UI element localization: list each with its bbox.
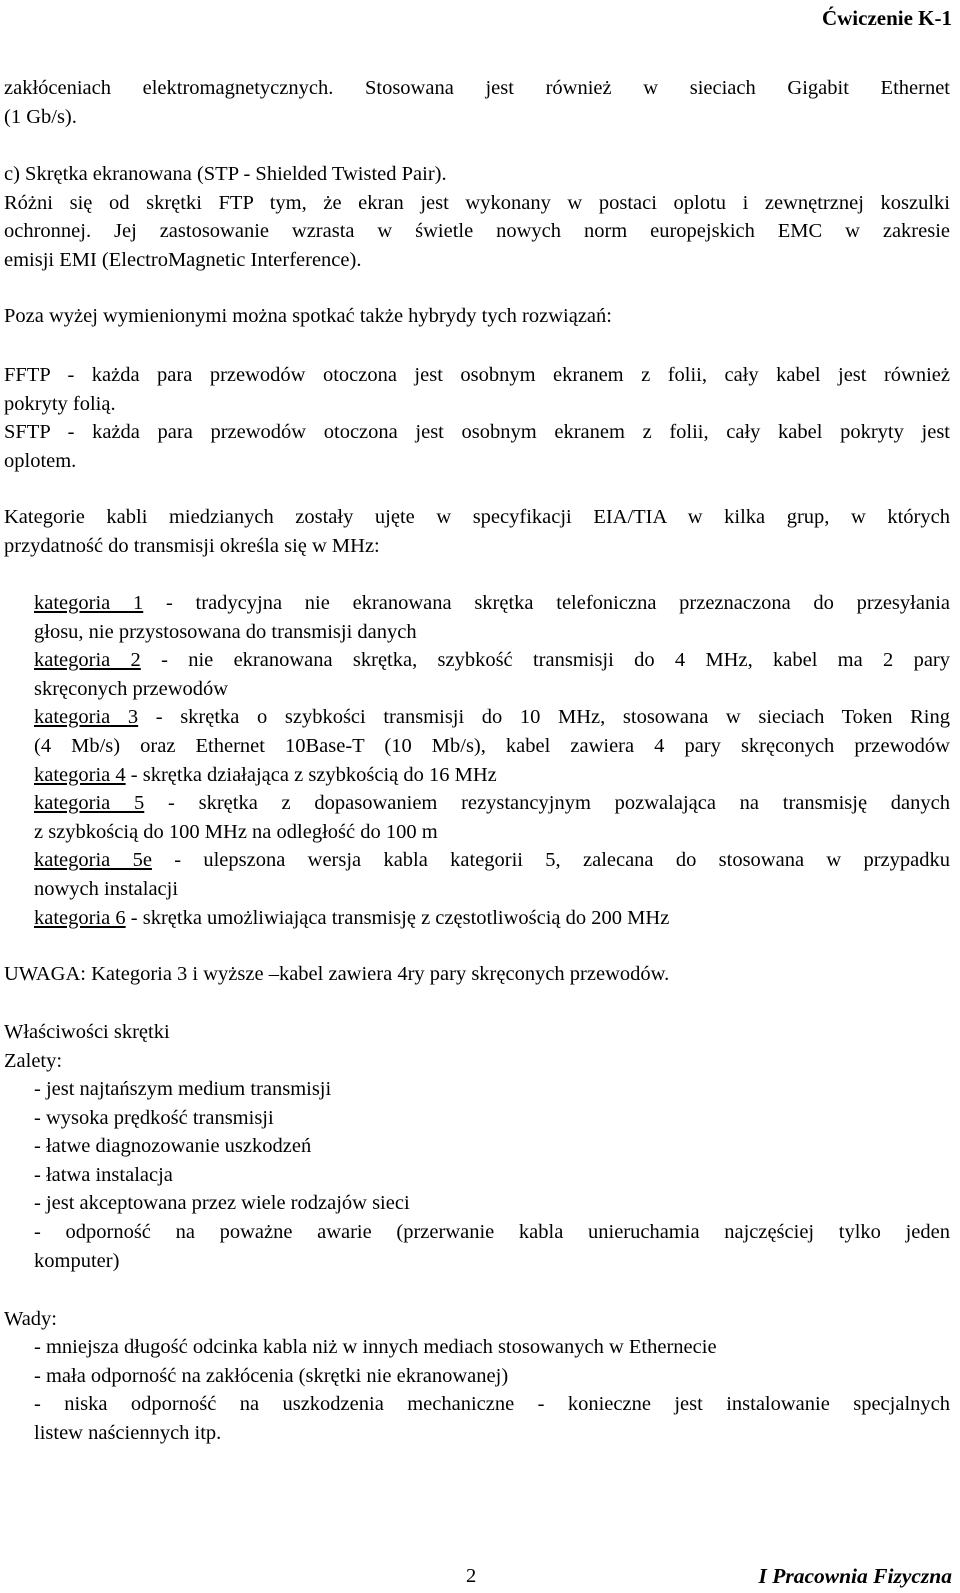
category-description-cont: skręconych przewodów	[34, 677, 229, 700]
list-item: - mała odporność na zakłócenia (skrętki nie ekranowanej)	[34, 1364, 509, 1387]
list-item: - jest najtańszym medium transmisji	[34, 1078, 332, 1100]
list-item: - łatwe diagnozowanie uszkodzeń	[34, 1135, 312, 1158]
text-line: SFTP - każda para przewodów otoczona jest osobnym ekranem z folii, cały kabel pokryty jest	[4, 421, 950, 444]
category-description: - skrętka umożliwiająca transmisję z częstotliwością do 200 MHz	[125, 906, 670, 929]
paragraph-stp	[4, 160, 950, 274]
text-line: Poza wyżej wymienionymi można spotkać także hybrydy tych rozwiązań:	[4, 305, 612, 327]
text-line: oplotem.	[4, 449, 77, 472]
paragraph-gigabit	[4, 74, 950, 131]
category-name: kategoria 1	[34, 592, 144, 614]
text-line: Różni się od skrętki FTP tym, że ekran jest wykonany w postaci oplotu i zewnętrznej koszulki	[4, 191, 950, 214]
page-header-title: Ćwiczenie K-1	[821, 6, 952, 30]
category-name: kategoria 6	[34, 906, 126, 929]
category-description-cont: głosu, nie przystosowana do transmisji danych	[34, 620, 417, 643]
category-name: kategoria 4	[34, 763, 126, 786]
category-description-cont: nowych instalacji	[34, 877, 179, 900]
text-line: zakłóceniach elektromagnetycznych. Stosowana jest również w sieciach Gigabit Ethernet	[4, 77, 950, 99]
category-description: - nie ekranowana skrętka, szybkość transmisji do 4 MHz, kabel ma 2 pary	[140, 649, 950, 672]
note-paragraph	[4, 960, 950, 989]
category-name: kategoria 3	[34, 706, 139, 729]
properties-section	[4, 1018, 950, 1075]
properties-heading: Właściwości skrętki	[4, 1021, 170, 1043]
list-item-cont: komputer)	[34, 1249, 120, 1272]
category-name: kategoria 2	[34, 649, 141, 672]
list-item: - mniejsza długość odcinka kabla niż w innych mediach stosowanych w Ethernecie	[34, 1336, 717, 1358]
category-description: - skrętka o szybkości transmisji do 10 MHz, stosowana w sieciach Token Ring	[138, 706, 951, 729]
list-item: - niska odporność na uszkodzenia mechaniczne - konieczne jest instalowanie specjalnych	[34, 1393, 950, 1416]
category-item	[34, 904, 950, 933]
pros-label: Zalety:	[4, 1049, 63, 1072]
list-item: - wysoka prędkość transmisji	[34, 1106, 274, 1129]
text-line: przydatność do transmisji określa się w MHz:	[4, 534, 380, 557]
cons-label: Wady:	[4, 1308, 58, 1330]
text-line: (1 Gb/s).	[4, 105, 77, 128]
section-heading-stp: c) Skrętka ekranowana (STP - Shielded Twisted Pair).	[4, 163, 447, 185]
paragraph-fftp-sftp	[4, 361, 950, 475]
category-description: - skrętka działająca z szybkością do 16 MHz	[125, 763, 497, 786]
category-name: kategoria 5	[34, 792, 145, 815]
category-item	[34, 761, 950, 790]
text-line: pokryty folią.	[4, 392, 116, 415]
cons-label-block	[4, 1305, 950, 1334]
text-line: emisji EMI (ElectroMagnetic Interference).	[4, 248, 362, 271]
page-number: 2	[466, 1565, 477, 1587]
note-text: UWAGA: Kategoria 3 i wyższe –kabel zawiera 4ry pary skręconych przewodów.	[4, 963, 670, 985]
footer-title: I Pracownia Fizyczna	[758, 1564, 952, 1588]
category-item	[34, 789, 950, 846]
text-line: Kategorie kabli miedzianych zostały ujęte w specyfikacji EIA/TIA w kilka grup, w których	[4, 506, 950, 528]
list-item: - łatwa instalacja	[34, 1163, 173, 1186]
list-item-cont: listew naściennych itp.	[34, 1421, 222, 1444]
list-item: - jest akceptowana przez wiele rodzajów sieci	[34, 1192, 410, 1215]
cons-list	[34, 1333, 950, 1447]
paragraph-categories-intro	[4, 503, 950, 560]
list-item: - odporność na poważne awarie (przerwanie kabla unieruchamia najczęściej tylko jeden	[34, 1220, 950, 1243]
category-description: - ulepszona wersja kabla kategorii 5, zalecana do stosowana w przypadku	[151, 849, 950, 872]
text-line: ochronnej. Jej zastosowanie wzrasta w świetle nowych norm europejskich EMC w zakresie	[4, 220, 950, 243]
category-description: - skrętka z dopasowaniem rezystancyjnym pozwalająca na transmisję danych	[144, 792, 950, 815]
category-item	[34, 703, 950, 760]
paragraph-hybrids	[4, 302, 950, 331]
category-description-cont: z szybkością do 100 MHz na odległość do 100 m	[34, 820, 438, 843]
category-item	[34, 589, 950, 646]
pros-list	[34, 1075, 950, 1275]
category-item	[34, 846, 950, 903]
category-item	[34, 646, 950, 703]
category-name: kategoria 5e	[34, 849, 152, 872]
category-list	[34, 589, 950, 932]
category-description: - tradycyjna nie ekranowana skrętka telefoniczna przeznaczona do przesyłania	[143, 592, 950, 614]
category-description-cont: (4 Mb/s) oraz Ethernet 10Base-T (10 Mb/s), kabel zawiera 4 pary skręconych przewodów	[34, 734, 950, 757]
text-line: FFTP - każda para przewodów otoczona jest osobnym ekranem z folii, cały kabel jest również	[4, 364, 950, 386]
